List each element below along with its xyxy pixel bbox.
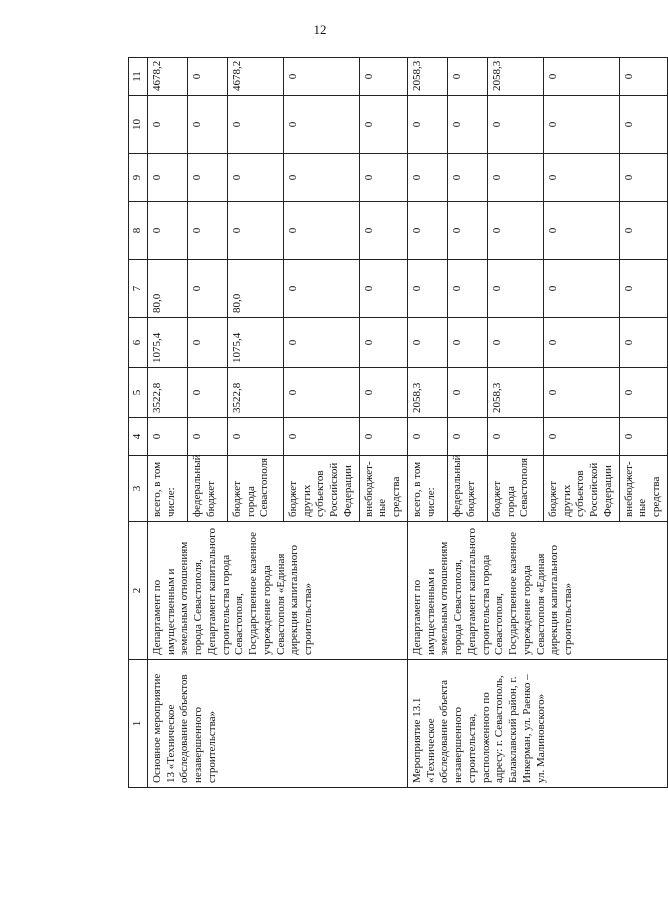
- value-cell: 0: [619, 260, 667, 318]
- value-cell: 2058,3: [487, 368, 543, 418]
- value-cell: 0: [187, 202, 227, 260]
- funding-source-cell: всего, в том числе:: [147, 456, 187, 522]
- program-table: [128, 57, 668, 788]
- column-header-8: 8: [129, 202, 148, 260]
- value-cell: 0: [447, 418, 487, 456]
- value-cell: 0: [283, 368, 359, 418]
- value-cell: 0: [487, 260, 543, 318]
- value-cell: 0: [359, 58, 407, 96]
- value-cell: 0: [359, 260, 407, 318]
- value-cell: 0: [283, 154, 359, 202]
- header-row: [129, 58, 148, 788]
- column-header-3: 3: [129, 456, 148, 522]
- event-name-cell: Мероприятие 13.1 «Техническое обследование объекта незавершенного строительства, расположенного по адресу: г. Севастополь, Балаклавский район, г. Инкерман, ул. Раенко – ул. Малиновского»: [407, 660, 667, 788]
- value-cell: 0: [619, 58, 667, 96]
- value-cell: 0: [447, 202, 487, 260]
- value-cell: 0: [359, 202, 407, 260]
- value-cell: 0: [619, 318, 667, 368]
- value-cell: 0: [543, 58, 619, 96]
- value-cell: 0: [359, 154, 407, 202]
- value-cell: 0: [283, 260, 359, 318]
- value-cell: 0: [227, 96, 283, 154]
- executor-cell: Департамент по имущественным и земельным отношениям города Севастополя, Департамент капитального строительства города Севастополя, Государственное казенное учреждение города Севастополя «Единая дирекция капитального строительства»: [147, 522, 407, 660]
- value-cell: 0: [487, 154, 543, 202]
- executor-cell: Департамент по имущественным и земельным отношениям города Севастополя, Департамент капитального строительства города Севастополя, Государственное казенное учреждение города Севастополя «Единая дирекция капитального строительства»: [407, 522, 667, 660]
- value-cell: 0: [147, 154, 187, 202]
- value-cell: 0: [187, 154, 227, 202]
- value-cell: 0: [619, 154, 667, 202]
- page-number: 12: [313, 22, 327, 37]
- value-cell: 0: [619, 368, 667, 418]
- value-cell: 0: [487, 318, 543, 368]
- value-cell: 2058,3: [487, 58, 543, 96]
- value-cell: 0: [407, 96, 447, 154]
- value-cell: 0: [543, 260, 619, 318]
- value-cell: 0: [359, 96, 407, 154]
- table-row: [407, 58, 447, 788]
- column-header-7: 7: [129, 260, 148, 318]
- value-cell: 0: [187, 260, 227, 318]
- funding-source-cell: всего, в том числе:: [407, 456, 447, 522]
- value-cell: 0: [447, 368, 487, 418]
- value-cell: 0: [447, 154, 487, 202]
- event-name-cell: Основное мероприятие 13 «Техническое обследование объектов незавершенного строительства»: [147, 660, 407, 788]
- value-cell: 0: [407, 202, 447, 260]
- column-header-5: 5: [129, 368, 148, 418]
- value-cell: 0: [359, 368, 407, 418]
- value-cell: 0: [283, 418, 359, 456]
- value-cell: 0: [187, 368, 227, 418]
- funding-source-cell: внебюджет-ные средства: [359, 456, 407, 522]
- value-cell: 0: [147, 202, 187, 260]
- value-cell: 2058,3: [407, 58, 447, 96]
- funding-source-cell: бюджет других субъектов Российской Федерации: [283, 456, 359, 522]
- value-cell: 0: [283, 96, 359, 154]
- value-cell: 0: [283, 202, 359, 260]
- value-cell: 0: [283, 318, 359, 368]
- value-cell: 0: [487, 418, 543, 456]
- column-header-6: 6: [129, 318, 148, 368]
- column-header-2: 2: [129, 522, 148, 660]
- value-cell: 0: [187, 418, 227, 456]
- funding-source-cell: федеральный бюджет: [187, 456, 227, 522]
- funding-source-cell: федеральный бюджет: [447, 456, 487, 522]
- value-cell: 0: [447, 260, 487, 318]
- column-header-9: 9: [129, 154, 148, 202]
- value-cell: 0: [619, 418, 667, 456]
- value-cell: 0: [407, 418, 447, 456]
- value-cell: 0: [619, 96, 667, 154]
- value-cell: 0: [187, 318, 227, 368]
- value-cell: 0: [543, 154, 619, 202]
- funding-source-cell: бюджет города Севастополя: [227, 456, 283, 522]
- value-cell: 0: [447, 58, 487, 96]
- value-cell: 0: [543, 368, 619, 418]
- funding-source-cell: внебюджет-ные средства: [619, 456, 667, 522]
- value-cell: 1075,4: [227, 318, 283, 368]
- table-body: [147, 58, 667, 788]
- value-cell: 0: [407, 260, 447, 318]
- value-cell: 1075,4: [147, 318, 187, 368]
- value-cell: 0: [147, 418, 187, 456]
- value-cell: 0: [359, 318, 407, 368]
- value-cell: 3522,8: [227, 368, 283, 418]
- column-header-11: 11: [129, 58, 148, 96]
- value-cell: 0: [147, 96, 187, 154]
- column-header-10: 10: [129, 96, 148, 154]
- value-cell: 0: [187, 58, 227, 96]
- table-row: [147, 58, 187, 788]
- value-cell: 0: [619, 202, 667, 260]
- value-cell: 4678,2: [147, 58, 187, 96]
- value-cell: 0: [543, 318, 619, 368]
- value-cell: 80,0: [147, 260, 187, 318]
- value-cell: 0: [447, 318, 487, 368]
- value-cell: 0: [487, 202, 543, 260]
- value-cell: 0: [187, 96, 227, 154]
- value-cell: 0: [447, 96, 487, 154]
- funding-source-cell: бюджет города Севастополя: [487, 456, 543, 522]
- value-cell: 0: [359, 418, 407, 456]
- value-cell: 0: [543, 96, 619, 154]
- funding-source-cell: бюджет других субъектов Российской Федерации: [543, 456, 619, 522]
- value-cell: 0: [227, 202, 283, 260]
- value-cell: 0: [227, 154, 283, 202]
- column-header-4: 4: [129, 418, 148, 456]
- value-cell: 80,0: [227, 260, 283, 318]
- rotated-table-container: [128, 58, 662, 788]
- value-cell: 0: [543, 202, 619, 260]
- value-cell: 4678,2: [227, 58, 283, 96]
- value-cell: 0: [283, 58, 359, 96]
- value-cell: 0: [487, 96, 543, 154]
- value-cell: 3522,8: [147, 368, 187, 418]
- value-cell: 0: [543, 418, 619, 456]
- column-header-1: 1: [129, 660, 148, 788]
- value-cell: 0: [407, 154, 447, 202]
- value-cell: 2058,3: [407, 368, 447, 418]
- value-cell: 0: [227, 418, 283, 456]
- value-cell: 0: [407, 318, 447, 368]
